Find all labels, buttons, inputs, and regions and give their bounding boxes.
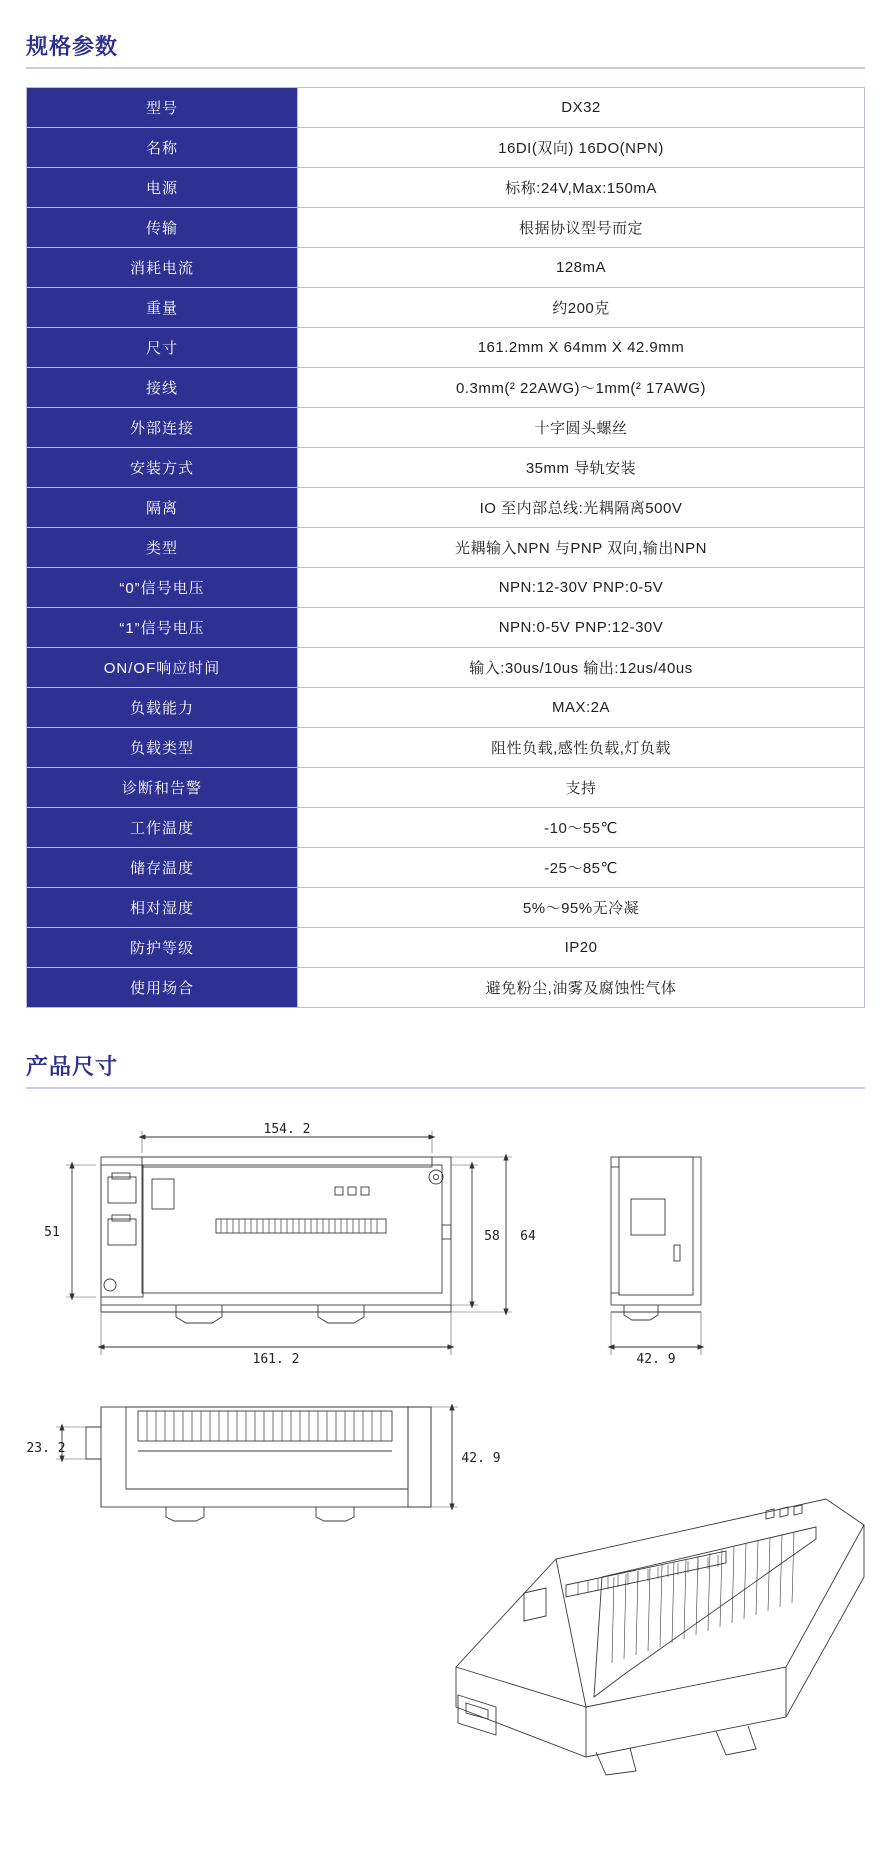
dims-heading-divider: [26, 1087, 865, 1089]
table-row: [27, 808, 865, 848]
spec-value: 0.3mm(² 22AWG)～1mm(² 17AWG): [298, 368, 865, 408]
table-row: [27, 208, 865, 248]
spec-heading-divider: [26, 67, 865, 69]
table-row: [27, 88, 865, 128]
dimension-drawings: [26, 1107, 865, 1807]
table-row: [27, 408, 865, 448]
table-row: [27, 888, 865, 928]
section-gap: [26, 1008, 865, 1034]
table-row: [27, 928, 865, 968]
table-row: [27, 528, 865, 568]
spec-key: 类型: [27, 528, 298, 568]
spec-key: 消耗电流: [27, 248, 298, 288]
spec-value: 16DI(双向) 16DO(NPN): [298, 128, 865, 168]
spec-value: 128mA: [298, 248, 865, 288]
spec-value: 光耦输入NPN 与PNP 双向,输出NPN: [298, 528, 865, 568]
spec-value: 5%～95%无冷凝: [298, 888, 865, 928]
spec-section-title: 规格参数: [26, 34, 119, 59]
spec-value: 161.2mm X 64mm X 42.9mm: [298, 328, 865, 368]
spec-key: 诊断和告警: [27, 768, 298, 808]
table-row: [27, 648, 865, 688]
spec-key: 型号: [27, 88, 298, 128]
spec-key: “0”信号电压: [27, 568, 298, 608]
spec-key: 重量: [27, 288, 298, 328]
dim-front-top-width: 154. 2: [263, 1122, 311, 1137]
spec-value: 输入:30us/10us 输出:12us/40us: [298, 648, 865, 688]
table-row: [27, 608, 865, 648]
spec-value: 根据协议型号而定: [298, 208, 865, 248]
spec-value: 支持: [298, 768, 865, 808]
table-row: [27, 728, 865, 768]
spec-key: ON/OF响应时间: [27, 648, 298, 688]
spec-key: 储存温度: [27, 848, 298, 888]
table-row: [27, 968, 865, 1008]
dim-front-inner-height: 58: [484, 1229, 500, 1244]
dim-bottom-left-height: 23. 2: [26, 1441, 66, 1456]
spec-key: 使用场合: [27, 968, 298, 1008]
spec-key: 传输: [27, 208, 298, 248]
table-row: [27, 248, 865, 288]
table-row: [27, 688, 865, 728]
spec-value: IO 至内部总线:光耦隔离500V: [298, 488, 865, 528]
spec-key: 外部连接: [27, 408, 298, 448]
spec-key: 负载类型: [27, 728, 298, 768]
spec-key: 尺寸: [27, 328, 298, 368]
table-row: [27, 848, 865, 888]
dim-front-bottom-width: 161. 2: [252, 1352, 300, 1367]
spec-value: NPN:0-5V PNP:12-30V: [298, 608, 865, 648]
spec-key: 负载能力: [27, 688, 298, 728]
spec-key: 名称: [27, 128, 298, 168]
spec-value: 阻性负载,感性负载,灯负载: [298, 728, 865, 768]
dims-section-title: 产品尺寸: [26, 1054, 119, 1079]
dimension-drawing-svg: [26, 1107, 865, 1807]
table-row: [27, 568, 865, 608]
dim-bottom-height: 42. 9: [461, 1451, 501, 1466]
table-row: [27, 448, 865, 488]
table-row: [27, 288, 865, 328]
spec-key: “1”信号电压: [27, 608, 298, 648]
spec-value: 35mm 导轨安装: [298, 448, 865, 488]
spec-value: 避免粉尘,油雾及腐蚀性气体: [298, 968, 865, 1008]
table-row: [27, 168, 865, 208]
table-row: [27, 328, 865, 368]
top-spacer: [26, 0, 865, 14]
spec-value: 标称:24V,Max:150mA: [298, 168, 865, 208]
spec-key: 接线: [27, 368, 298, 408]
spec-value: -25～85℃: [298, 848, 865, 888]
spec-value: NPN:12-30V PNP:0-5V: [298, 568, 865, 608]
dim-front-left-height: 51: [44, 1225, 60, 1240]
table-row: [27, 488, 865, 528]
bottom-spacer: [26, 1807, 865, 1837]
spec-key: 防护等级: [27, 928, 298, 968]
table-row: [27, 128, 865, 168]
spec-value: IP20: [298, 928, 865, 968]
spec-key: 电源: [27, 168, 298, 208]
dim-side-width: 42. 9: [636, 1352, 676, 1367]
table-row: [27, 368, 865, 408]
spec-key: 相对湿度: [27, 888, 298, 928]
table-row: [27, 768, 865, 808]
spec-value: DX32: [298, 88, 865, 128]
dim-front-outer-height: 64: [520, 1229, 536, 1244]
spec-key: 隔离: [27, 488, 298, 528]
spec-value: 十字圆头螺丝: [298, 408, 865, 448]
spec-key: 工作温度: [27, 808, 298, 848]
spec-value: -10～55℃: [298, 808, 865, 848]
spec-value: MAX:2A: [298, 688, 865, 728]
spec-value: 约200克: [298, 288, 865, 328]
spec-table-body: [27, 88, 865, 1008]
spec-key: 安装方式: [27, 448, 298, 488]
spec-table: [26, 87, 865, 1008]
